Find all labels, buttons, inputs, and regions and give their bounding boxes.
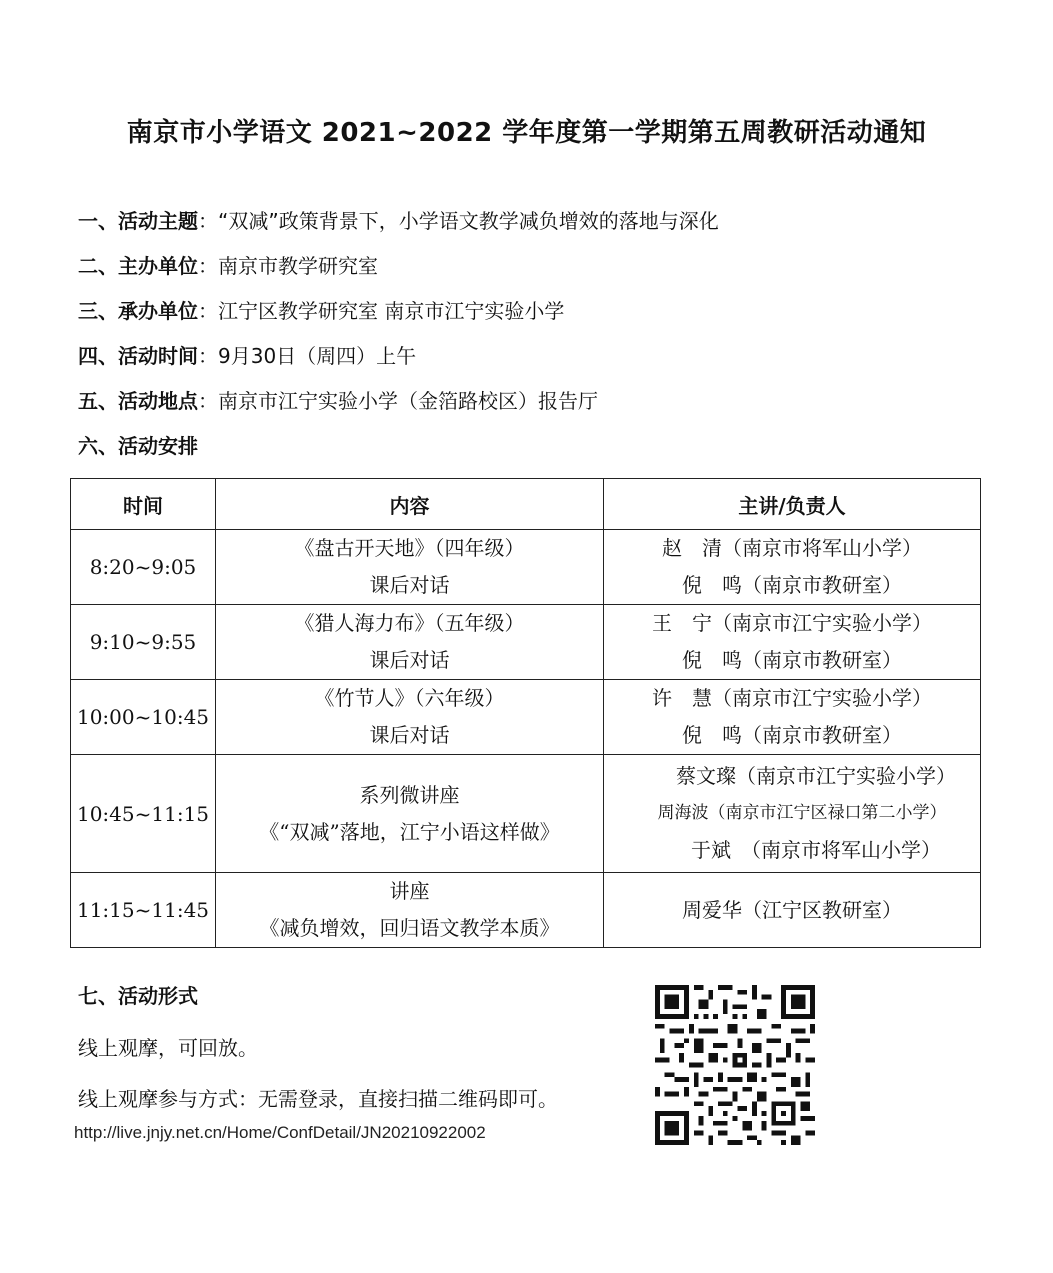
table-row xyxy=(71,680,981,755)
content-line: 《减负增效，回归语文教学本质》 xyxy=(259,916,560,940)
header-time: 时间 xyxy=(71,479,216,530)
row-content xyxy=(216,873,604,948)
row-time: 10:00~10:45 xyxy=(71,680,216,755)
content-line: 课后对话 xyxy=(369,573,450,597)
speaker-line: 倪 鸣（南京市教研室） xyxy=(682,573,902,597)
info-value: ：江宁区教学研究室 南京市江宁实验小学 xyxy=(198,299,565,323)
row-time: 8:20~9:05 xyxy=(71,530,216,605)
row-speakers xyxy=(604,680,981,755)
row-speakers xyxy=(604,755,981,873)
info-label: 四、活动时间 xyxy=(78,344,198,368)
row-speakers xyxy=(604,605,981,680)
header-speaker: 主讲/负责人 xyxy=(604,479,981,530)
table-header-row xyxy=(71,479,981,530)
live-url-link[interactable]: http://live.jnjy.net.cn/Home/ConfDetail/JN20210922002 xyxy=(74,1123,486,1142)
format-line: 线上观摩参与方式：无需登录，直接扫描二维码即可。 xyxy=(78,1087,558,1111)
info-value: ：“双减”政策背景下，小学语文教学减负增效的落地与深化 xyxy=(198,209,719,233)
info-organizer xyxy=(78,295,564,324)
speaker-line: 倪 鸣（南京市教研室） xyxy=(682,723,902,747)
section-format-heading: 七、活动形式 xyxy=(78,984,198,1008)
info-label: 一、活动主题 xyxy=(78,209,198,233)
info-value: ：南京市教学研究室 xyxy=(198,254,378,278)
speaker-line: 许 慧（南京市江宁实验小学） xyxy=(652,686,932,710)
table-row xyxy=(71,530,981,605)
content-line: 课后对话 xyxy=(369,723,450,747)
table-row xyxy=(71,873,981,948)
info-label: 三、承办单位 xyxy=(78,299,198,323)
info-label: 二、主办单位 xyxy=(78,254,198,278)
schedule-table xyxy=(70,478,981,948)
content-line: 《盘古开天地》（四年级） xyxy=(294,536,525,560)
page-title: 南京市小学语文 2021~2022 学年度第一学期第五周教研活动通知 xyxy=(126,118,927,148)
row-speakers xyxy=(604,530,981,605)
row-time: 9:10~9:55 xyxy=(71,605,216,680)
speaker-line: 赵 清（南京市将军山小学） xyxy=(662,536,922,560)
section-schedule-heading: 六、活动安排 xyxy=(78,434,198,458)
content-line: 讲座 xyxy=(389,879,430,903)
info-location xyxy=(78,385,598,414)
speaker-line: 周爱华（江宁区教研室） xyxy=(682,897,902,922)
speaker-line: 蔡文璨（南京市江宁实验小学） xyxy=(676,764,956,788)
speaker-line: 周海波（南京市江宁区禄口第二小学） xyxy=(657,803,947,823)
info-value: ：9月30日（周四）上午 xyxy=(198,344,417,368)
table-row xyxy=(71,605,981,680)
row-content xyxy=(216,530,604,605)
info-value: ：南京市江宁实验小学（金箔路校区）报告厅 xyxy=(198,389,598,413)
info-host xyxy=(78,250,378,279)
row-time: 11:15~11:45 xyxy=(71,873,216,948)
format-line: 线上观摩，可回放。 xyxy=(78,1036,258,1060)
row-content xyxy=(216,755,604,873)
content-line: 系列微讲座 xyxy=(359,782,460,807)
info-theme xyxy=(78,205,719,234)
content-line: 课后对话 xyxy=(369,648,450,672)
table-row xyxy=(71,755,981,873)
content-line: 《竹节人》（六年级） xyxy=(314,686,505,710)
header-content: 内容 xyxy=(216,479,604,530)
content-line: 《猎人海力布》（五年级） xyxy=(294,611,525,635)
speaker-line: 倪 鸣（南京市教研室） xyxy=(682,648,902,672)
row-time: 10:45~11:15 xyxy=(71,755,216,873)
speaker-line: 王 宁（南京市江宁实验小学） xyxy=(652,611,932,635)
row-content xyxy=(216,605,604,680)
row-speakers xyxy=(604,873,981,948)
content-line: 《“双减”落地，江宁小语这样做》 xyxy=(259,819,560,844)
info-time xyxy=(78,340,416,369)
row-content xyxy=(216,680,604,755)
speaker-line: 于斌 （南京市将军山小学） xyxy=(691,838,941,862)
qr-code-icon[interactable] xyxy=(655,985,815,1145)
info-label: 五、活动地点 xyxy=(78,389,198,413)
